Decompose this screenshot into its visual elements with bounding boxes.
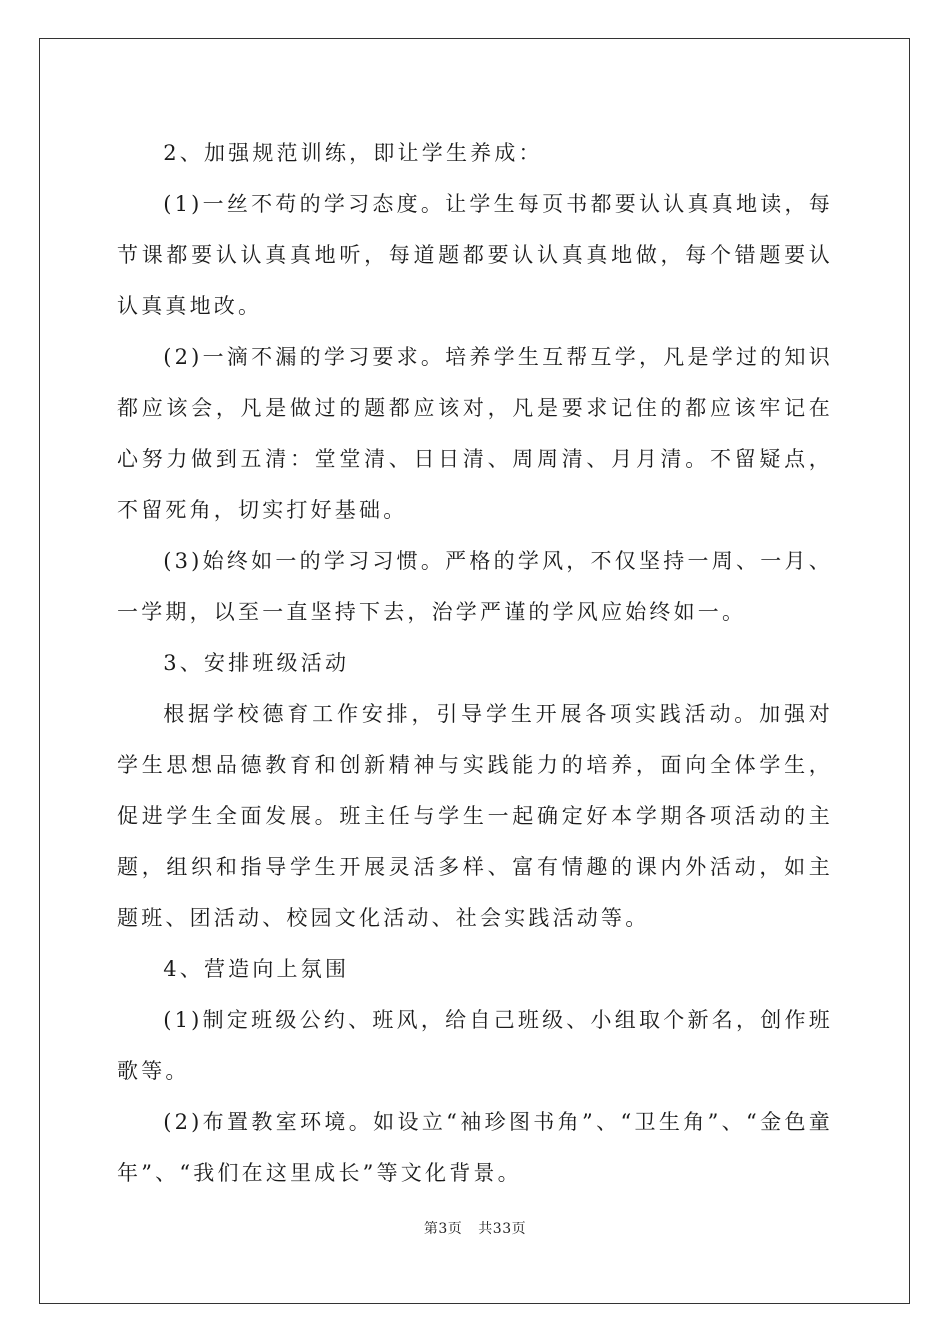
page-number-current: 第3页 xyxy=(423,1221,463,1237)
page-number-total: 共33页 xyxy=(478,1221,527,1237)
section-heading-2: 2、加强规范训练，即让学生养成： xyxy=(163,141,543,165)
section-heading-4: 4、营造向上氛围 xyxy=(163,957,350,981)
section-heading-3: 3、安排班级活动 xyxy=(163,651,350,675)
page-footer xyxy=(0,1218,950,1238)
paragraph-2-2: (2)一滴不漏的学习要求。培养学生互帮互学，凡是学过的知识都应该会，凡是做过的题都应该对，凡是要求记住的都应该牢记在心努力做到五清：堂堂清、日日清、周周清、月月清。不留疑点，不留死角，切实打好基础。 xyxy=(117,345,833,522)
paragraph-2-1: (1)一丝不苟的学习态度。让学生每页书都要认认真真地读，每节课都要认认真真地听，每道题都要认认真真地做，每个错题要认认真真地改。 xyxy=(117,192,833,318)
paragraph-4-1: (1)制定班级公约、班风，给自己班级、小组取个新名，创作班歌等。 xyxy=(117,1008,833,1083)
paragraph-3-1: 根据学校德育工作安排，引导学生开展各项实践活动。加强对学生思想品德教育和创新精神与实践能力的培养，面向全体学生，促进学生全面发展。班主任与学生一起确定好本学期各项活动的主题，组织和指导学生开展灵活多样、富有情趣的课内外活动，如主题班、团活动、校园文化活动、社会实践活动等。 xyxy=(117,702,833,930)
paragraph-4-2: (2)布置教室环境。如设立“袖珍图书角”、“卫生角”、“金色童年”、“我们在这里成长”等文化背景。 xyxy=(117,1110,833,1185)
paragraph-2-3: (3)始终如一的学习习惯。严格的学风，不仅坚持一周、一月、一学期，以至一直坚持下去，治学严谨的学风应始终如一。 xyxy=(117,549,833,624)
document-body xyxy=(117,128,833,1199)
